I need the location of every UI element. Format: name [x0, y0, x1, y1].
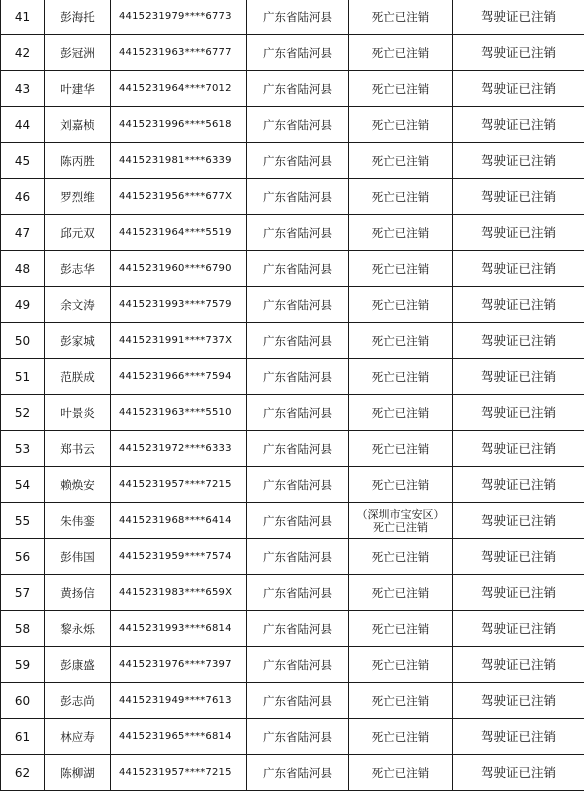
license-action: 驾驶证已注销	[453, 107, 584, 143]
region: 广东省陆河县	[247, 0, 349, 35]
id-number: 4415231959****7574	[111, 539, 247, 575]
region: 广东省陆河县	[247, 323, 349, 359]
region: 广东省陆河县	[247, 431, 349, 467]
row-number: 48	[1, 251, 45, 287]
id-number: 4415231991****737X	[111, 323, 247, 359]
row-number: 60	[1, 683, 45, 719]
status-text: 死亡已注销	[349, 521, 452, 534]
status: 死亡已注销	[349, 431, 453, 467]
table-row	[1, 467, 584, 503]
license-action: 驾驶证已注销	[453, 71, 584, 107]
table-row	[1, 179, 584, 215]
id-number: 4415231981****6339	[111, 143, 247, 179]
person-name: 彭志尚	[45, 683, 111, 719]
license-action: 驾驶证已注销	[453, 251, 584, 287]
table-row	[1, 323, 584, 359]
id-number: 4415231960****6790	[111, 251, 247, 287]
region: 广东省陆河县	[247, 719, 349, 755]
row-number: 52	[1, 395, 45, 431]
license-action: 驾驶证已注销	[453, 611, 584, 647]
status: 死亡已注销	[349, 0, 453, 35]
person-name: 赖焕安	[45, 467, 111, 503]
table-row	[1, 143, 584, 179]
id-number: 4415231949****7613	[111, 683, 247, 719]
row-number: 56	[1, 539, 45, 575]
id-number: 4415231957****7215	[111, 755, 247, 791]
person-name: 林应寿	[45, 719, 111, 755]
id-number: 4415231963****6777	[111, 35, 247, 71]
person-name: 叶建华	[45, 71, 111, 107]
table-row	[1, 575, 584, 611]
row-number: 51	[1, 359, 45, 395]
status: 死亡已注销	[349, 143, 453, 179]
id-number: 4415231964****7012	[111, 71, 247, 107]
table-row	[1, 539, 584, 575]
status: 死亡已注销	[349, 35, 453, 71]
person-name: 陈柳湖	[45, 755, 111, 791]
table-row	[1, 503, 584, 539]
status: 死亡已注销	[349, 179, 453, 215]
row-number: 57	[1, 575, 45, 611]
row-number: 44	[1, 107, 45, 143]
id-number: 4415231976****7397	[111, 647, 247, 683]
id-number: 4415231964****5519	[111, 215, 247, 251]
row-number: 42	[1, 35, 45, 71]
region: 广东省陆河县	[247, 107, 349, 143]
table-row	[1, 683, 584, 719]
id-number: 4415231983****659X	[111, 575, 247, 611]
status: 死亡已注销	[349, 71, 453, 107]
person-name: 彭海托	[45, 0, 111, 35]
region: 广东省陆河县	[247, 395, 349, 431]
status: 死亡已注销	[349, 575, 453, 611]
license-action: 驾驶证已注销	[453, 215, 584, 251]
license-action: 驾驶证已注销	[453, 431, 584, 467]
region: 广东省陆河县	[247, 683, 349, 719]
license-action: 驾驶证已注销	[453, 179, 584, 215]
table-row	[1, 647, 584, 683]
person-name: 彭康盛	[45, 647, 111, 683]
license-action: 驾驶证已注销	[453, 287, 584, 323]
row-number: 58	[1, 611, 45, 647]
person-name: 范朕成	[45, 359, 111, 395]
person-name: 彭家城	[45, 323, 111, 359]
license-action: 驾驶证已注销	[453, 575, 584, 611]
person-name: 郑书云	[45, 431, 111, 467]
status: 死亡已注销	[349, 215, 453, 251]
status: 死亡已注销	[349, 755, 453, 791]
region: 广东省陆河县	[247, 539, 349, 575]
row-number: 62	[1, 755, 45, 791]
region: 广东省陆河县	[247, 647, 349, 683]
license-action: 驾驶证已注销	[453, 35, 584, 71]
row-number: 50	[1, 323, 45, 359]
table-row	[1, 35, 584, 71]
row-number: 41	[1, 0, 45, 35]
license-action: 驾驶证已注销	[453, 467, 584, 503]
license-action: 驾驶证已注销	[453, 323, 584, 359]
license-action: 驾驶证已注销	[453, 755, 584, 791]
person-name: 彭冠洲	[45, 35, 111, 71]
region: 广东省陆河县	[247, 359, 349, 395]
table-row	[1, 359, 584, 395]
status: 死亡已注销	[349, 287, 453, 323]
id-number: 4415231963****5510	[111, 395, 247, 431]
id-number: 4415231966****7594	[111, 359, 247, 395]
region: 广东省陆河县	[247, 179, 349, 215]
row-number: 46	[1, 179, 45, 215]
license-action: 驾驶证已注销	[453, 359, 584, 395]
status: 死亡已注销	[349, 647, 453, 683]
license-action: 驾驶证已注销	[453, 539, 584, 575]
status: 死亡已注销	[349, 251, 453, 287]
id-number: 4415231979****6773	[111, 0, 247, 35]
person-name: 彭伟国	[45, 539, 111, 575]
row-number: 47	[1, 215, 45, 251]
table-row	[1, 755, 584, 791]
id-number: 4415231972****6333	[111, 431, 247, 467]
status: 死亡已注销	[349, 395, 453, 431]
region: 广东省陆河县	[247, 71, 349, 107]
region: 广东省陆河县	[247, 575, 349, 611]
region: 广东省陆河县	[247, 35, 349, 71]
region: 广东省陆河县	[247, 755, 349, 791]
status: 死亡已注销	[349, 683, 453, 719]
table-row	[1, 251, 584, 287]
person-name: 邱元双	[45, 215, 111, 251]
region: 广东省陆河县	[247, 287, 349, 323]
row-number: 54	[1, 467, 45, 503]
license-action: 驾驶证已注销	[453, 719, 584, 755]
status: 死亡已注销	[349, 359, 453, 395]
license-action: 驾驶证已注销	[453, 143, 584, 179]
status: 死亡已注销	[349, 719, 453, 755]
region: 广东省陆河县	[247, 467, 349, 503]
region: 广东省陆河县	[247, 611, 349, 647]
row-number: 55	[1, 503, 45, 539]
person-name: 黄扬信	[45, 575, 111, 611]
table-row	[1, 611, 584, 647]
id-number: 4415231996****5618	[111, 107, 247, 143]
table-row	[1, 0, 584, 35]
region: 广东省陆河县	[247, 251, 349, 287]
row-number: 59	[1, 647, 45, 683]
row-number: 61	[1, 719, 45, 755]
region: 广东省陆河县	[247, 503, 349, 539]
table-row	[1, 431, 584, 467]
table-row	[1, 395, 584, 431]
table-row	[1, 107, 584, 143]
person-name: 彭志华	[45, 251, 111, 287]
person-name: 陈丙胜	[45, 143, 111, 179]
table-row	[1, 215, 584, 251]
license-action: 驾驶证已注销	[453, 503, 584, 539]
status: 死亡已注销	[349, 323, 453, 359]
table-row	[1, 71, 584, 107]
table-row	[1, 287, 584, 323]
row-number: 53	[1, 431, 45, 467]
id-number: 4415231993****6814	[111, 611, 247, 647]
license-action: 驾驶证已注销	[453, 395, 584, 431]
status	[349, 503, 453, 539]
status: 死亡已注销	[349, 611, 453, 647]
id-number: 4415231956****677X	[111, 179, 247, 215]
person-name: 罗烈维	[45, 179, 111, 215]
region: 广东省陆河县	[247, 143, 349, 179]
id-number: 4415231965****6814	[111, 719, 247, 755]
person-name: 黎永烁	[45, 611, 111, 647]
status: 死亡已注销	[349, 539, 453, 575]
status-location: （深圳市宝安区）	[349, 508, 452, 521]
table-row	[1, 719, 584, 755]
row-number: 43	[1, 71, 45, 107]
id-number: 4415231968****6414	[111, 503, 247, 539]
status: 死亡已注销	[349, 107, 453, 143]
license-action: 驾驶证已注销	[453, 683, 584, 719]
license-action: 驾驶证已注销	[453, 0, 584, 35]
row-number: 45	[1, 143, 45, 179]
person-name: 余文涛	[45, 287, 111, 323]
person-name: 刘嘉桢	[45, 107, 111, 143]
status: 死亡已注销	[349, 467, 453, 503]
row-number: 49	[1, 287, 45, 323]
license-action: 驾驶证已注销	[453, 647, 584, 683]
id-number: 4415231993****7579	[111, 287, 247, 323]
person-name: 朱伟銮	[45, 503, 111, 539]
id-number: 4415231957****7215	[111, 467, 247, 503]
region: 广东省陆河县	[247, 215, 349, 251]
person-name: 叶景炎	[45, 395, 111, 431]
